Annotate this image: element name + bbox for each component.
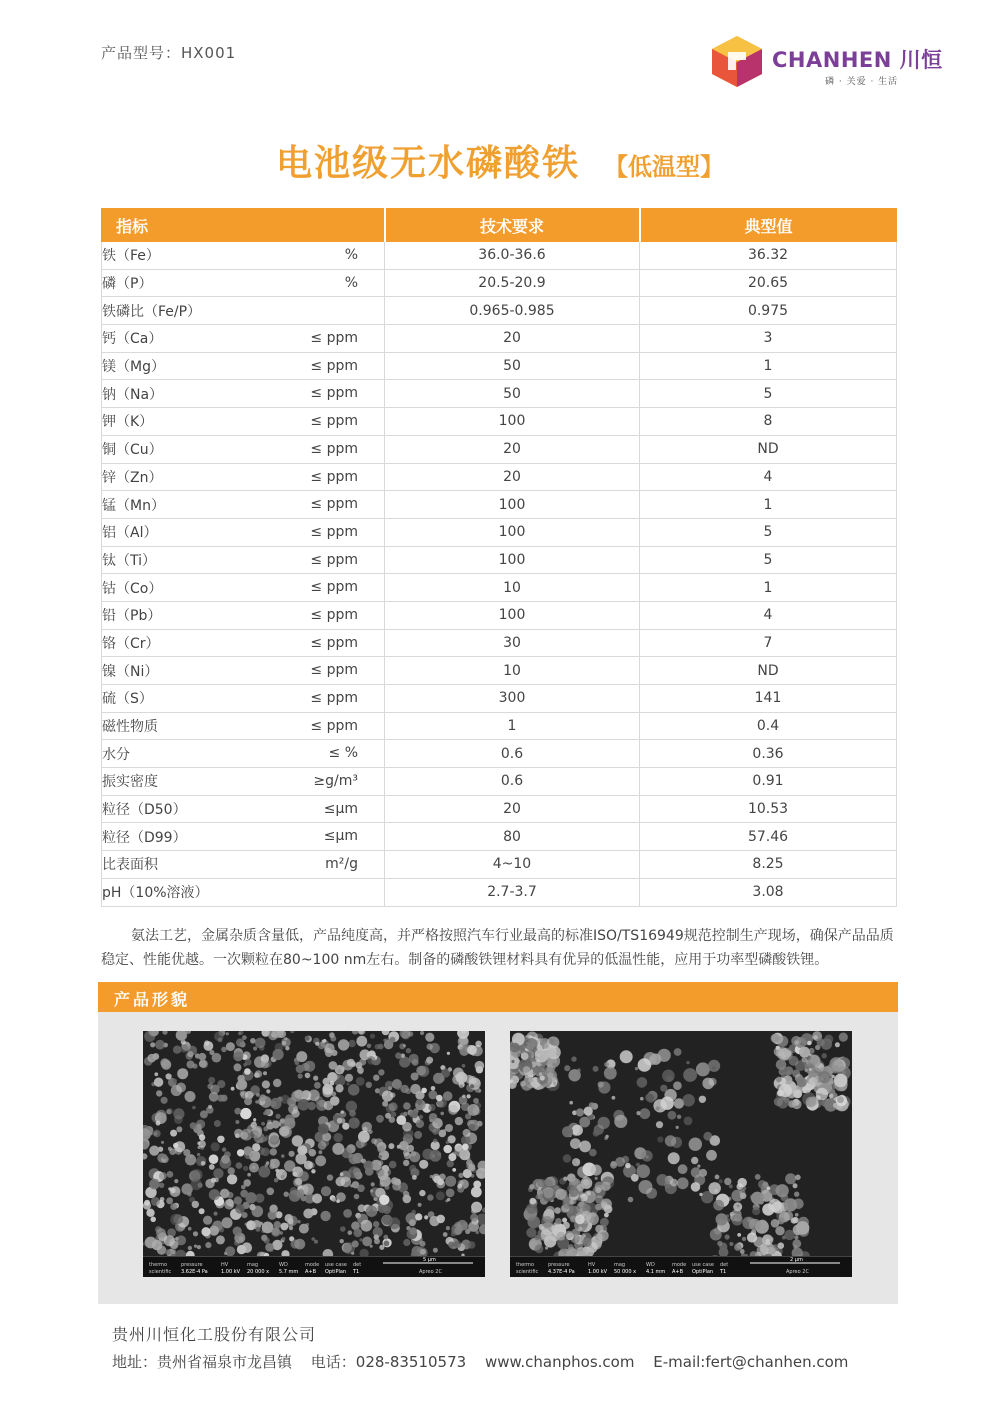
requirement-cell: 100 [385,546,640,574]
typical-value-cell: ND [640,657,897,685]
indicator-unit: ≤μm [323,800,358,817]
logo-wordmark: CHANHEN 川恒 [772,48,943,72]
indicator-name: 钙（Ca） [102,331,163,348]
logo-cube-icon [708,34,766,88]
sem-info-bar-1 [143,1256,485,1277]
indicator-cell [102,657,385,685]
requirement-cell: 50 [385,380,640,408]
spec-table [101,208,897,907]
indicator-name: 钴（Co） [102,580,163,597]
indicator-cell [102,408,385,436]
indicator-cell [102,795,385,823]
indicator-name: 钠（Na） [102,386,164,403]
table-row [102,463,897,491]
indicator-name: 水分 [102,746,130,763]
typical-value-cell: 0.36 [640,740,897,768]
indicator-name: 锰（Mn） [102,497,165,514]
phone: 电话：028-83510573 [310,1353,467,1371]
typical-value-cell: 5 [640,546,897,574]
typical-value-cell: 1 [640,574,897,602]
svg-text:scientific: scientific [516,1269,539,1275]
table-row [102,768,897,796]
requirement-cell: 2.7-3.7 [385,878,640,906]
requirement-cell: 4~10 [385,851,640,879]
svg-text:mode: mode [305,1262,320,1268]
svg-text:4.1 mm: 4.1 mm [646,1269,666,1275]
sem-particles-2 [510,1031,852,1257]
svg-text:WD: WD [279,1262,288,1268]
table-row [102,712,897,740]
svg-text:OptiPlan: OptiPlan [692,1269,714,1275]
contact-line [112,1351,862,1372]
typical-value-cell: 3.08 [640,878,897,906]
morphology-header [98,982,898,1012]
svg-text:T1: T1 [720,1269,727,1275]
svg-text:det: det [720,1262,729,1268]
requirement-cell: 100 [385,601,640,629]
indicator-name: 磁性物质 [102,719,158,736]
indicator-name: 振实密度 [102,774,158,791]
svg-text:use case: use case [325,1262,347,1268]
svg-text:pressure: pressure [181,1262,203,1268]
address: 地址：贵州省福泉市龙昌镇 [112,1353,293,1371]
svg-text:50 000 x: 50 000 x [614,1269,637,1275]
indicator-name: 铅（Pb） [102,608,162,625]
requirement-cell: 10 [385,657,640,685]
indicator-name: 铝（Al） [102,525,158,542]
table-row [102,325,897,353]
svg-text:mode: mode [672,1262,687,1268]
requirement-cell: 10 [385,574,640,602]
indicator-name: 钛（Ti） [102,552,157,569]
requirement-cell: 0.6 [385,740,640,768]
indicator-unit: ≤ % [328,745,358,762]
indicator-unit: ≤ ppm [310,385,358,402]
indicator-cell [102,851,385,879]
indicator-name: 磷（P） [102,276,153,293]
typical-value-cell: 57.46 [640,823,897,851]
header-typical: 典型值 [640,209,897,242]
indicator-unit: ≤ ppm [310,690,358,706]
indicator-cell [102,297,385,325]
svg-text:OptiPlan: OptiPlan [325,1269,347,1275]
typical-value-cell: 1 [640,352,897,380]
svg-text:thermo: thermo [516,1262,535,1268]
table-row [102,352,897,380]
requirement-cell: 20.5-20.9 [385,269,640,297]
indicator-cell [102,380,385,408]
product-description: 氨法工艺，金属杂质含量低，产品纯度高，并严格按照汽车行业最高的标准ISO/TS16949规范控制生产现场，确保产品品质稳定、性能优越。一次颗粒在80~100 nm左右。制备的磷酸铁锂材料具有优异的低温性能，应用于功率型磷酸铁锂。 [101,928,894,968]
requirement-cell: 20 [385,325,640,353]
indicator-cell [102,435,385,463]
title-main: 电池级无水磷酸铁 [275,143,580,184]
svg-text:20 000 x: 20 000 x [247,1269,270,1275]
title-sub: 【低温型】 [604,153,724,181]
header-requirement: 技术要求 [385,209,640,242]
indicator-unit: ≤ ppm [310,662,358,679]
requirement-cell: 0.965-0.985 [385,297,640,325]
svg-text:1.00 kV: 1.00 kV [588,1269,608,1275]
svg-text:A+B: A+B [305,1269,317,1275]
table-row [102,657,897,685]
typical-value-cell: 5 [640,380,897,408]
indicator-name: 比表面积 [102,857,158,874]
indicator-unit: ≤ ppm [310,413,358,430]
requirement-cell: 36.0-36.6 [385,242,640,270]
typical-value-cell: 1 [640,491,897,519]
typical-value-cell: 10.53 [640,795,897,823]
table-row [102,574,897,602]
svg-text:det: det [353,1262,362,1268]
indicator-name: 粒径（D50） [102,802,187,819]
table-row [102,242,897,270]
requirement-cell: 20 [385,435,640,463]
company-name: 贵州川恒化工股份有限公司 [112,1325,317,1344]
indicator-cell [102,325,385,353]
requirement-cell: 100 [385,491,640,519]
sem-info-bar-2 [510,1256,852,1277]
svg-text:A+B: A+B [672,1269,684,1275]
indicator-cell [102,629,385,657]
typical-value-cell: 5 [640,518,897,546]
indicator-cell [102,601,385,629]
typical-value-cell: ND [640,435,897,463]
svg-text:Apreo 2C: Apreo 2C [419,1269,442,1275]
svg-text:use case: use case [692,1262,714,1268]
table-row [102,629,897,657]
typical-value-cell: 7 [640,629,897,657]
indicator-unit: ≤ ppm [310,523,358,540]
indicator-unit: ≤ ppm [310,357,358,374]
svg-text:1.00 kV: 1.00 kV [221,1269,241,1275]
svg-text:mag: mag [614,1262,626,1268]
indicator-unit: ≤ ppm [310,606,358,623]
typical-value-cell: 4 [640,463,897,491]
indicator-cell [102,823,385,851]
indicator-unit: ≤ ppm [310,468,358,485]
indicator-unit: % [344,247,358,263]
svg-text:4.37E-4 Pa: 4.37E-4 Pa [548,1269,575,1275]
sem-image-1 [143,1031,485,1277]
indicator-unit: ≤ ppm [310,440,358,457]
table-row [102,546,897,574]
indicator-unit: ≥g/m³ [313,773,358,790]
svg-text:3.62E-4 Pa: 3.62E-4 Pa [181,1269,208,1275]
svg-text:thermo: thermo [149,1262,168,1268]
typical-value-cell: 3 [640,325,897,353]
svg-text:scientific: scientific [149,1269,172,1275]
indicator-name: 镍（Ni） [102,663,159,680]
table-header-row [102,209,897,242]
indicator-unit: ≤ ppm [310,330,358,347]
requirement-cell: 20 [385,463,640,491]
indicator-cell [102,518,385,546]
header-indicator: 指标 [102,209,385,242]
requirement-cell: 80 [385,823,640,851]
table-row [102,740,897,768]
indicator-cell [102,712,385,740]
requirement-cell: 50 [385,352,640,380]
typical-value-cell: 0.4 [640,712,897,740]
svg-text:mag: mag [247,1262,259,1268]
indicator-name: 镁（Mg） [102,359,165,376]
svg-text:T1: T1 [353,1269,360,1275]
indicator-cell [102,242,385,270]
indicator-unit: ≤ ppm [310,551,358,568]
indicator-unit: ≤ ppm [310,717,358,734]
product-model: 产品型号：HX001 [101,44,237,62]
indicator-cell [102,574,385,602]
indicator-unit: ≤μm [323,828,358,845]
table-row [102,685,897,713]
typical-value-cell: 36.32 [640,242,897,270]
indicator-name: pH（10%溶液） [102,885,209,902]
typical-value-cell: 0.975 [640,297,897,325]
table-row [102,795,897,823]
table-row [102,297,897,325]
website-link[interactable]: www.chanphos.com [484,1353,635,1371]
indicator-name: 铬（Cr） [102,635,160,652]
indicator-name: 铜（Cu） [102,442,163,459]
svg-text:Apreo 2C: Apreo 2C [786,1269,809,1275]
typical-value-cell: 4 [640,601,897,629]
indicator-name: 铁磷比（Fe/P） [102,303,202,320]
typical-value-cell: 141 [640,685,897,713]
sem-particles-1 [143,1031,485,1257]
requirement-cell: 0.6 [385,768,640,796]
requirement-cell: 300 [385,685,640,713]
requirement-cell: 100 [385,408,640,436]
indicator-name: 粒径（D99） [102,829,187,846]
svg-text:WD: WD [646,1262,655,1268]
svg-text:5 μm: 5 μm [423,1257,436,1263]
indicator-unit: m²/g [325,856,358,873]
indicator-unit: ≤ ppm [310,634,358,651]
typical-value-cell: 20.65 [640,269,897,297]
typical-value-cell: 8.25 [640,851,897,879]
svg-text:pressure: pressure [548,1262,570,1268]
svg-text:5.7 mm: 5.7 mm [279,1269,299,1275]
indicator-name: 锌（Zn） [102,469,163,486]
table-row [102,435,897,463]
table-row [102,518,897,546]
morphology-title: 产品形貌 [114,990,191,1009]
indicator-name: 硫（S） [102,691,153,708]
sem-image-2 [510,1031,852,1277]
table-row [102,380,897,408]
svg-text:HV: HV [221,1262,229,1268]
table-row [102,823,897,851]
table-row [102,601,897,629]
typical-value-cell: 8 [640,408,897,436]
logo-slogan: 磷 · 关爱 · 生活 [825,77,899,87]
indicator-cell [102,269,385,297]
indicator-name: 钾（K） [102,414,154,431]
table-row [102,408,897,436]
indicator-cell [102,491,385,519]
svg-text:HV: HV [588,1262,596,1268]
requirement-cell: 1 [385,712,640,740]
indicator-unit: % [344,274,358,291]
indicator-cell [102,352,385,380]
company-logo [708,34,968,90]
indicator-cell [102,878,385,906]
email-link[interactable]: E-mail:fert@chanhen.com [653,1353,849,1371]
typical-value-cell: 0.91 [640,768,897,796]
indicator-cell [102,463,385,491]
indicator-cell [102,546,385,574]
table-row [102,491,897,519]
table-row [102,878,897,906]
requirement-cell: 100 [385,518,640,546]
indicator-cell [102,740,385,768]
indicator-cell [102,685,385,713]
indicator-unit: ≤ ppm [310,579,358,596]
requirement-cell: 20 [385,795,640,823]
table-row [102,269,897,297]
indicator-cell [102,768,385,796]
indicator-name: 铁（Fe） [102,248,160,265]
page-title [0,135,1000,186]
requirement-cell: 30 [385,629,640,657]
svg-text:2 μm: 2 μm [790,1257,803,1263]
indicator-unit: ≤ ppm [310,496,358,513]
table-row [102,851,897,879]
